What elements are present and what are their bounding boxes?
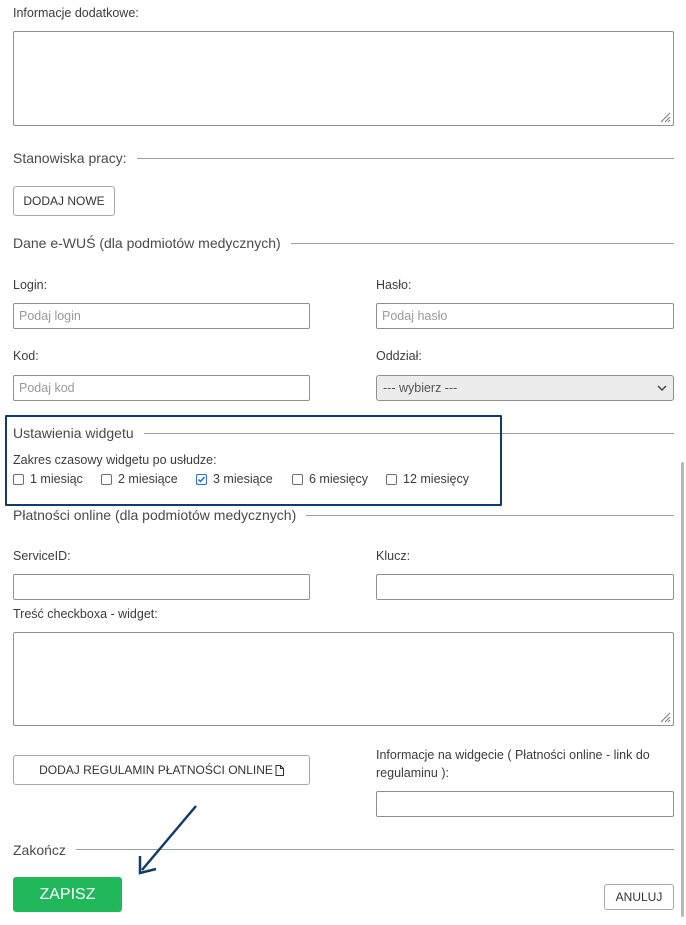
login-input[interactable] — [13, 303, 310, 329]
branch-label: Oddział: — [376, 349, 422, 363]
chevron-down-icon — [657, 384, 667, 392]
page-scrollbar[interactable] — [681, 462, 684, 917]
extra-info-textarea[interactable] — [13, 31, 674, 126]
ewus-title: Dane e-WUŚ (dla podmiotów medycznych) — [13, 235, 291, 251]
code-input[interactable] — [13, 375, 310, 401]
finish-title: Zakończ — [13, 842, 76, 858]
range-option-label: 1 miesiąc — [30, 472, 83, 486]
code-label: Kod: — [13, 349, 39, 363]
finish-divider — [13, 849, 674, 850]
key-label: Klucz: — [376, 549, 411, 563]
service-id-label: ServiceID: — [13, 549, 71, 563]
range-option-label: 6 miesięcy — [309, 472, 369, 486]
password-label: Hasło: — [376, 278, 412, 292]
resize-grip-icon[interactable] — [659, 111, 671, 123]
range-option-label: 3 miesiące — [213, 472, 273, 486]
add-payment-terms-button[interactable] — [13, 755, 310, 785]
add-payment-terms-label: DODAJ REGULAMIN PŁATNOŚCI ONLINE — [39, 763, 273, 777]
range-option-label: 12 miesięcy — [403, 472, 469, 486]
widget-info-label: Informacje na widgecie ( Płatności online - link do regulaminu ): — [376, 748, 650, 780]
widget-range-label: Zakres czasowy widgetu po usłudze: — [13, 453, 217, 467]
extra-info-label: Informacje dodatkowe: — [13, 6, 139, 20]
widget-title: Ustawienia widgetu — [13, 425, 144, 441]
key-input[interactable] — [376, 574, 674, 600]
widget-highlight-box — [5, 415, 502, 506]
file-icon — [275, 765, 284, 776]
save-button[interactable]: ZAPISZ — [13, 877, 122, 912]
checkbox-text-label: Treść checkboxa - widget: — [13, 607, 158, 621]
resize-grip-icon[interactable] — [659, 711, 671, 723]
branch-select-value: --- wybierz --- — [383, 381, 458, 395]
branch-select[interactable] — [376, 375, 674, 401]
checkbox-text-textarea[interactable] — [13, 632, 674, 726]
payments-title: Płatności online (dla podmiotów medycznych) — [13, 507, 306, 523]
annotation-arrow-icon — [130, 800, 205, 880]
login-label: Login: — [13, 278, 48, 292]
positions-title: Stanowiska pracy: — [13, 150, 137, 166]
password-input[interactable] — [376, 303, 674, 329]
add-position-button[interactable]: DODAJ NOWE — [13, 186, 115, 216]
range-option-label: 2 miesiące — [118, 472, 178, 486]
service-id-input[interactable] — [13, 574, 310, 600]
cancel-button[interactable]: ANULUJ — [604, 884, 674, 910]
widget-info-input[interactable] — [376, 791, 674, 817]
